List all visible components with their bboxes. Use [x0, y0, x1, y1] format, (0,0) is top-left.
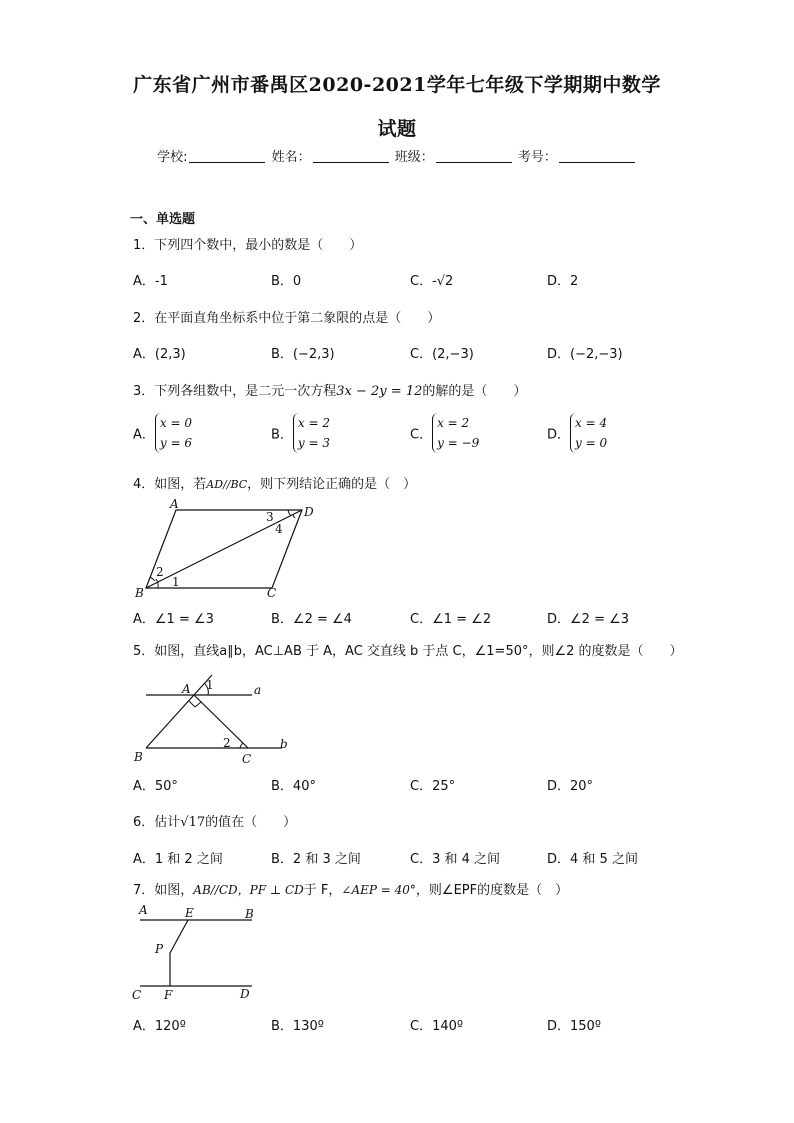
condition: AD//BC: [206, 478, 248, 491]
name-blank[interactable]: [313, 150, 389, 163]
option-b[interactable]: B．0: [271, 274, 302, 289]
label-B: B: [134, 750, 143, 764]
angle-label-2: 2: [223, 736, 231, 750]
angle-arc-3: [288, 510, 291, 516]
option-c[interactable]: C．25°: [410, 779, 456, 794]
class-label: 班级：: [394, 150, 434, 165]
option-d[interactable]: D．2: [547, 274, 579, 289]
option-b[interactable]: B．∠2 = ∠4: [271, 612, 352, 627]
exam-no-blank[interactable]: [559, 150, 635, 163]
stem-text: ，则∠EPF的度数是（ ）: [415, 883, 569, 898]
option-d[interactable]: D．20°: [547, 779, 594, 794]
equation-system: [432, 413, 479, 453]
option-d[interactable]: D．∠2 = ∠3: [547, 612, 630, 627]
option-c[interactable]: C．(2,−3): [410, 347, 474, 362]
option-d[interactable]: D．150º: [547, 1019, 601, 1034]
label-A: A: [139, 903, 148, 917]
line-ac: [194, 695, 248, 748]
system-line: x = 0: [159, 416, 192, 430]
exam-no-label: 考号：: [517, 150, 557, 165]
question-4-stem: [133, 473, 416, 492]
school-label: 学校:: [157, 150, 188, 165]
option-d[interactable]: D．4 和 5 之间: [547, 852, 638, 867]
option-b[interactable]: [271, 413, 330, 453]
question-6-options: [133, 848, 693, 868]
angle-label-4: 4: [275, 522, 283, 536]
angle-arc-2: [150, 577, 155, 581]
figure-parallelogram: [132, 496, 312, 600]
option-b[interactable]: B．130º: [271, 1019, 324, 1034]
angle-label-2: 2: [156, 565, 164, 579]
stem-text: 的解的是（ ）: [422, 384, 527, 399]
option-label: B．: [271, 427, 293, 443]
question-1-options: [133, 270, 693, 290]
label-A: A: [170, 497, 179, 511]
sqrt-expression: √17: [180, 815, 206, 830]
option-c[interactable]: C．3 和 4 之间: [410, 852, 501, 867]
question-7-stem: [133, 879, 568, 898]
option-a[interactable]: A．(2,3): [133, 347, 186, 362]
system-line: y = 3: [297, 436, 331, 450]
condition: AB//CD，PF ⊥ CD: [193, 883, 304, 897]
stem-text: 3．下列各组数中，是二元一次方程: [133, 384, 337, 399]
class-blank[interactable]: [436, 150, 512, 163]
option-b[interactable]: B．(−2,3): [271, 347, 335, 362]
option-a[interactable]: A．120º: [133, 1019, 186, 1034]
system-line: x = 2: [297, 416, 331, 430]
option-b[interactable]: B．40°: [271, 779, 316, 794]
angle-label-3: 3: [266, 510, 274, 524]
label-C: C: [242, 752, 252, 766]
option-label: A．: [133, 427, 155, 443]
name-label: 姓名：: [271, 150, 311, 165]
option-a[interactable]: A．1 和 2 之间: [133, 852, 223, 867]
label-C: C: [132, 988, 142, 1002]
option-a[interactable]: A．-1: [133, 274, 168, 289]
option-c[interactable]: C．140º: [410, 1019, 464, 1034]
student-info-line: [0, 146, 794, 165]
stem-text: 6．估计: [133, 815, 181, 830]
option-d[interactable]: [547, 413, 607, 453]
segment-ep: [170, 920, 188, 953]
question-2-options: [133, 343, 693, 363]
stem-text: 于 F，: [303, 883, 342, 898]
label-C: C: [267, 586, 277, 600]
figure-parallel-lines-2: [130, 901, 270, 1005]
stem-text: 的值在（ ）: [205, 815, 297, 830]
option-a[interactable]: A．∠1 = ∠3: [133, 612, 214, 627]
option-c[interactable]: [410, 413, 479, 453]
section-title: 一、单选题: [130, 212, 196, 227]
option-b[interactable]: B．2 和 3 之间: [271, 852, 361, 867]
option-c[interactable]: C．∠1 = ∠2: [410, 612, 492, 627]
label-B: B: [245, 907, 254, 921]
system-line: x = 4: [575, 416, 608, 430]
school-blank[interactable]: [189, 150, 265, 163]
option-d[interactable]: D．(−2,−3): [547, 347, 623, 362]
stem-text: 4．如图，若: [133, 477, 207, 492]
label-A: A: [182, 682, 191, 696]
equation-system: [293, 413, 330, 453]
line-ab-extended: [146, 675, 212, 748]
question-5-options: [133, 775, 693, 795]
label-P: P: [155, 942, 164, 956]
page-title-line2: 试题: [377, 118, 417, 140]
angle-label-1: 1: [206, 678, 214, 692]
stem-text: 7．如图，: [133, 883, 194, 898]
label-D: D: [304, 505, 314, 519]
question-2-stem: 2．在平面直角坐标系中位于第二象限的点是（ ）: [133, 311, 441, 326]
condition: ∠AEP = 40°: [341, 883, 416, 897]
option-a[interactable]: A．50°: [133, 779, 178, 794]
label-B: B: [135, 586, 144, 600]
label-b: b: [280, 737, 288, 751]
stem-text: ，则下列结论正确的是（ ）: [247, 477, 417, 492]
angle-arc-2: [240, 743, 243, 748]
page-title: 广东省广州市番禺区2020-2021学年七年级下学期期中数学: [133, 74, 661, 96]
option-label: C．: [410, 427, 433, 443]
system-line: y = 6: [159, 436, 193, 450]
system-line: x = 2: [437, 416, 470, 430]
equation: 3x − 2y = 12: [336, 384, 423, 399]
label-E: E: [185, 906, 194, 920]
question-1-stem: 1．下列四个数中，最小的数是（ ）: [133, 238, 363, 253]
equation-system: [155, 413, 192, 453]
label-a: a: [254, 683, 262, 697]
right-angle-mark: [189, 701, 201, 707]
question-3-stem: [133, 380, 526, 399]
question-3-options: [133, 413, 693, 455]
figure-parallel-lines: [132, 667, 292, 767]
label-F: F: [164, 988, 173, 1002]
angle-arc-4: [293, 515, 295, 518]
system-line: y = 0: [575, 436, 608, 450]
question-5-stem: 5．如图，直线a∥b，AC⊥AB 于 A，AC 交直线 b 于点 C，∠1=50°，则∠2 的度数是（ ）: [133, 644, 683, 659]
option-a[interactable]: [133, 413, 192, 453]
question-4-options: [133, 608, 693, 628]
option-label: D．: [547, 427, 571, 443]
option-c[interactable]: C．-√2: [410, 274, 454, 289]
question-6-stem: [133, 811, 296, 830]
question-7-options: [133, 1015, 693, 1035]
label-D: D: [240, 987, 250, 1001]
angle-label-1: 1: [172, 575, 180, 589]
system-line: y = −9: [437, 436, 480, 450]
equation-system: [570, 413, 607, 453]
